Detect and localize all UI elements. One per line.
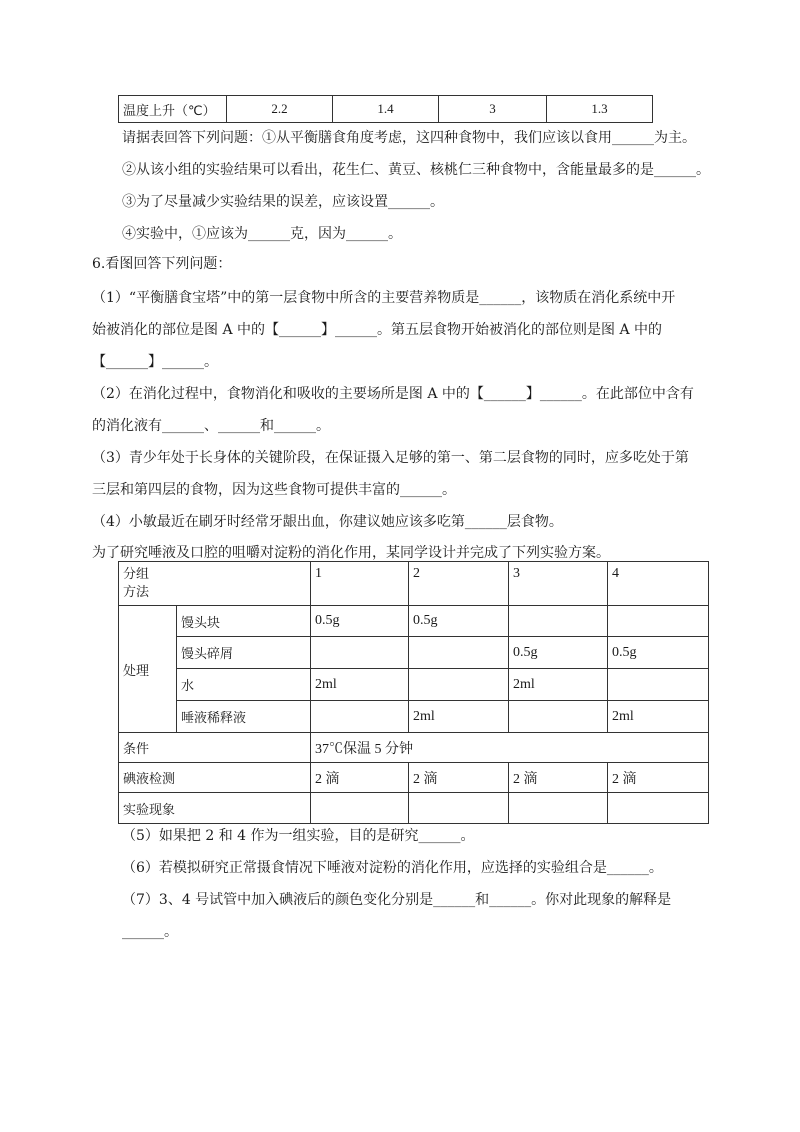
row-label: 水 (177, 669, 311, 701)
row-label: 馒头块 (177, 606, 311, 637)
header-cell (119, 562, 311, 606)
table-row (119, 793, 709, 824)
table-row (119, 562, 709, 606)
question-text: （6）若模拟研究正常摄食情况下唾液对淀粉的消化作用，应选择的实验组合是______。 (122, 860, 663, 876)
table-cell: 2 滴 (409, 763, 509, 793)
row-label: 条件 (119, 733, 311, 763)
table-cell (409, 669, 509, 701)
table-row (119, 669, 709, 701)
temperature-label: 温度上升（℃） (119, 96, 227, 123)
table-cell: 2ml (509, 669, 608, 701)
table-row (119, 637, 709, 669)
question-text: 为了研究唾液及口腔的咀嚼对淀粉的消化作用，某同学设计并完成了下列实验方案。 (92, 545, 610, 561)
row-label: 唾液稀释液 (177, 701, 311, 733)
table-row (119, 606, 709, 637)
group-number: 3 (509, 562, 608, 606)
question-text: ④实验中，①应该为______克，因为______。 (122, 226, 402, 242)
table-row (119, 733, 709, 763)
header-method-label: 方法 (123, 585, 150, 600)
experiment-table (118, 561, 709, 824)
table-cell: 2ml (409, 701, 509, 733)
table-cell (608, 793, 709, 824)
temperature-table (118, 95, 653, 123)
table-cell: 2ml (311, 669, 409, 701)
question-text: （3）青少年处于长身体的关键阶段，在保证摄入足够的第一、第二层食物的同时，应多吃处于第 (92, 450, 689, 466)
table-cell: 0.5g (311, 606, 409, 637)
table-cell (509, 606, 608, 637)
table-cell (409, 793, 509, 824)
table-cell (409, 637, 509, 669)
question-text: （7）3、4 号试管中加入碘液后的颜色变化分别是______和______。你对此现象的解释是 (122, 892, 672, 908)
temperature-value: 2.2 (227, 96, 333, 123)
row-label: 馒头碎屑 (177, 637, 311, 669)
table-cell (311, 637, 409, 669)
group-number: 2 (409, 562, 509, 606)
temperature-value: 1.4 (333, 96, 439, 123)
row-label: 碘液检测 (119, 763, 311, 793)
table-cell: 2 滴 (509, 763, 608, 793)
row-label: 实验现象 (119, 793, 311, 824)
table-cell: 0.5g (409, 606, 509, 637)
question-text: ③为了尽量减少实验结果的误差，应该设置______。 (122, 194, 444, 210)
table-cell (608, 606, 709, 637)
question-text: 始被消化的部位是图 A 中的【______】______。第五层食物开始被消化的部位则是图 A 中的 (92, 322, 663, 338)
treatment-label: 处理 (119, 606, 177, 733)
temperature-value: 3 (439, 96, 547, 123)
group-number: 4 (608, 562, 709, 606)
table-cell (509, 793, 608, 824)
question-text: 【______】______。 (92, 354, 218, 370)
question-text: 三层和第四层的食物，因为这些食物可提供丰富的______。 (92, 482, 456, 498)
table-cell: 2ml (608, 701, 709, 733)
question-text: 的消化液有______、______和______。 (92, 418, 330, 434)
question-text: 请据表回答下列问题：①从平衡膳食角度考虑，这四种食物中，我们应该以食用______为主。 (122, 130, 696, 146)
table-row (119, 701, 709, 733)
question-text: （1）“平衡膳食宝塔”中的第一层食物中所含的主要营养物质是______，该物质在消化系统中开 (92, 290, 676, 306)
question-text: （2）在消化过程中，食物消化和吸收的主要场所是图 A 中的【______】______。在此部位中含有 (92, 386, 694, 402)
condition-value: 37℃保温 5 分钟 (311, 733, 709, 763)
header-group-label: 分组 (123, 567, 150, 582)
table-cell: 2 滴 (311, 763, 409, 793)
table-cell (311, 701, 409, 733)
table-cell (509, 701, 608, 733)
table-cell: 2 滴 (608, 763, 709, 793)
table-cell (311, 793, 409, 824)
question-text: ______。 (122, 924, 178, 940)
table-cell: 0.5g (608, 637, 709, 669)
question-text: ②从该小组的实验结果可以看出，花生仁、黄豆、核桃仁三种食物中，含能量最多的是______。 (122, 162, 710, 178)
question-text: （5）如果把 2 和 4 作为一组实验，目的是研究______。 (122, 828, 475, 844)
table-row (119, 763, 709, 793)
table-cell: 0.5g (509, 637, 608, 669)
temperature-row (119, 96, 653, 123)
question-text: （4）小敏最近在刷牙时经常牙龈出血，你建议她应该多吃第______层食物。 (92, 514, 563, 530)
temperature-value: 1.3 (547, 96, 653, 123)
group-number: 1 (311, 562, 409, 606)
table-cell (608, 669, 709, 701)
question-title: 6.看图回答下列问题： (92, 256, 232, 272)
